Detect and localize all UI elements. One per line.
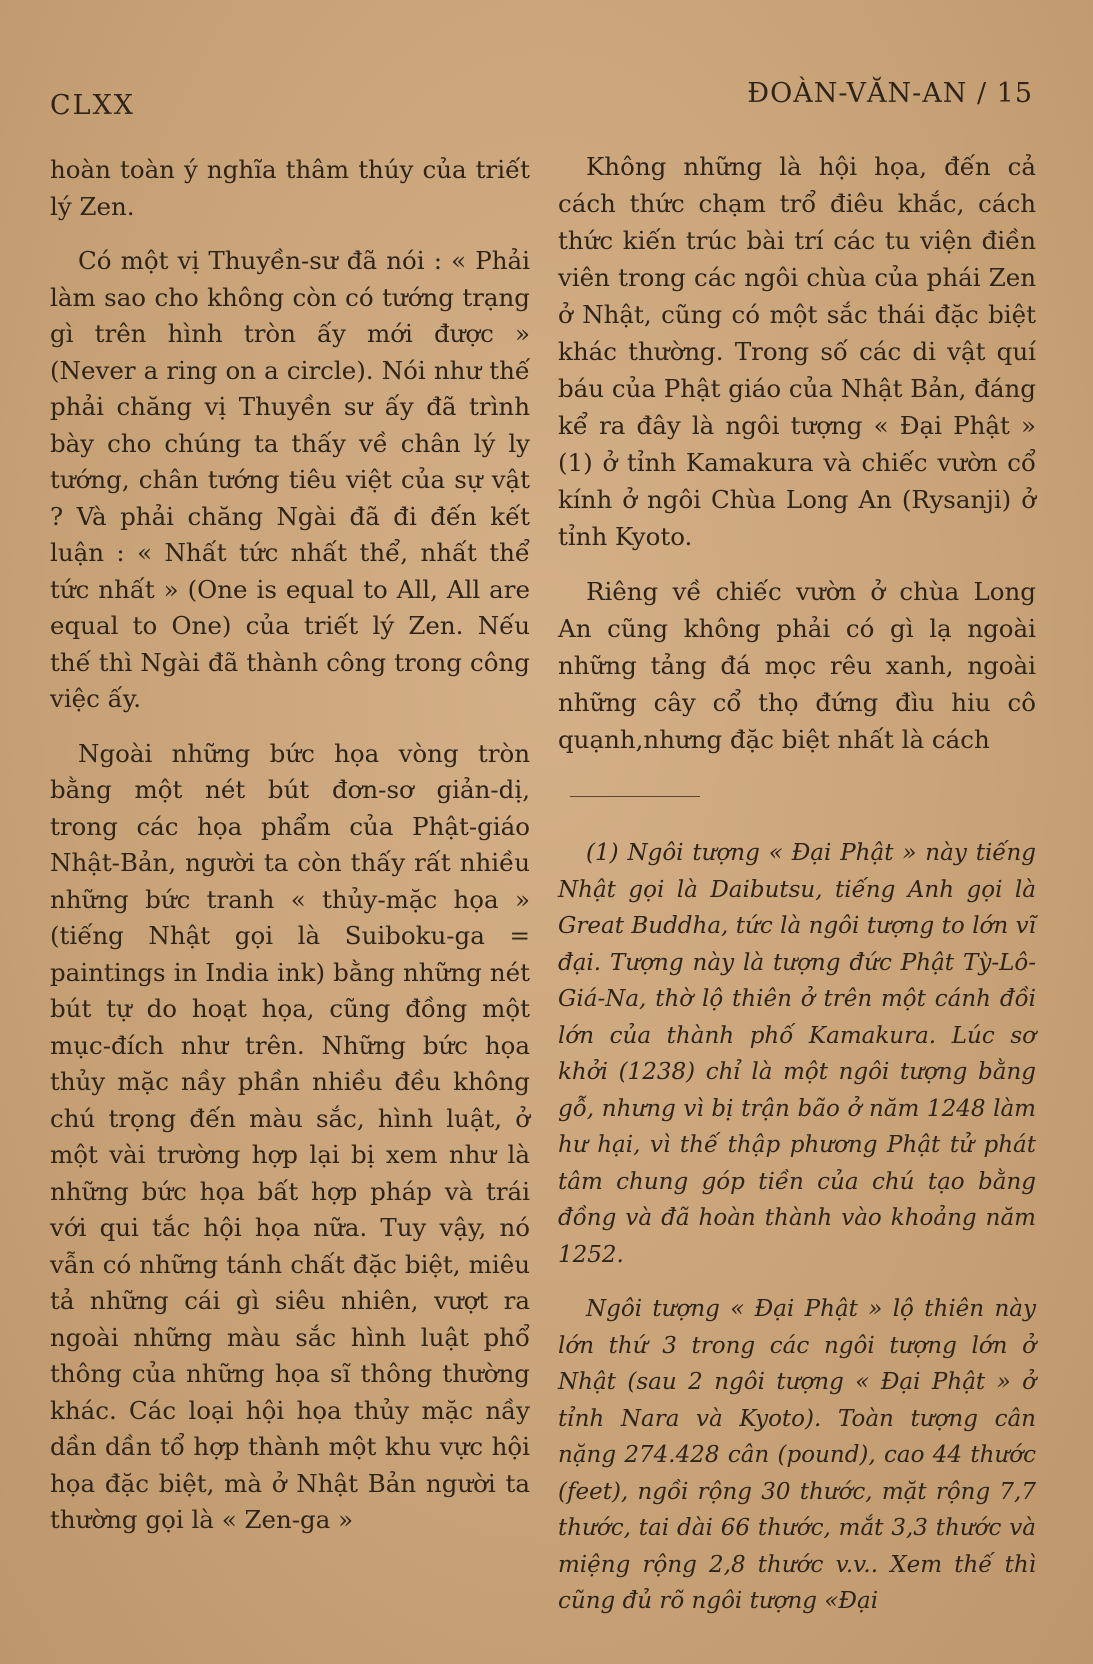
paragraph: hoàn toàn ý nghĩa thâm thúy của triết lý Zen. — [50, 155, 530, 221]
paragraph: Có một vị Thuyền-sư đã nói : « Phải làm sao cho không còn có tướng trạng gì trên hình tròn ấy mới được » (Never a ring on a circle). Nói như thế phải chăng vị Thuyền sư ấy đã trình bày cho chúng ta thấy về chân lý ly tướng, chân tướng tiêu việt của sự vật ? Và phải chăng Ngài đã đi đến kết luận : « Nhất tức nhất thể, nhất thể tức nhất » (One is equal to All, All are equal to One) của triết lý Zen. Nếu thế thì Ngài đã thành công trong công việc ấy. — [50, 246, 530, 713]
footnote: (1) Ngôi tượng « Đại Phật » này tiếng Nhật gọi là Daibutsu, tiếng Anh gọi là Great Buddha, tức là ngôi tượng to lớn vĩ đại. Tượng này là tượng đức Phật Tỳ-Lô-Giá-Na, thờ lộ thiên ở trên một cánh đồi lớn của thành phố Kamakura. Lúc sơ khởi (1238) chỉ là một ngôi tượng bằng gỗ, nhưng vì bị trận bão ở năm 1248 làm hư hại, vì thế thập phương Phật tử phát tâm chung góp tiền của chú tạo bằng đồng và đã hoàn thành vào khoảng năm 1252. — [558, 840, 1036, 1268]
footnote: Ngôi tượng « Đại Phật » lộ thiên này lớn thứ 3 trong các ngôi tượng lớn ở Nhật (sau 2 ngôi tượng « Đại Phật » ở tỉnh Nara và Kyoto). Toàn tượng cân nặng 274.428 cân (pound), cao 44 thước (feet), ngồi rộng 30 thước, mặt rộng 7,7 thước, tai dài 66 thước, mắt 3,3 thước và miệng rộng 2,8 thước v.v.. Xem thế thì cũng đủ rõ ngôi tượng «Đại — [558, 1296, 1036, 1614]
paragraph: Không những là hội họa, đến cả cách thức chạm trổ điêu khắc, cách thức kiến trúc bài trí các tu viện điền viên trong các ngôi chùa của phái Zen ở Nhật, cũng có một sắc thái đặc biệt khác thường. Trong số các di vật quí báu của Phật giáo của Nhật Bản, đáng kể ra đây là ngôi tượng « Đại Phật » (1) ở tỉnh Kamakura và chiếc vườn cổ kính ở ngôi Chùa Long An (Rysanji) ở tỉnh Kyoto. — [558, 152, 1036, 551]
footnote-divider — [570, 796, 700, 797]
right-column — [558, 148, 1036, 1620]
page-number-roman: CLXX — [50, 90, 136, 121]
running-header: ĐOÀN-VĂN-AN / 15 — [747, 78, 1033, 109]
paragraph: Ngoài những bức họa vòng tròn bằng một nét bút đơn-sơ giản-dị, trong các họa phẩm của Phật-giáo Nhật-Bản, người ta còn thấy rất nhiều những bức tranh « thủy-mặc họa » (tiếng Nhật gọi là Suiboku-ga = paintings in India ink) bằng những nét bút tự do hoạt họa, cũng đồng một mục-đích như trên. Những bức họa thủy mặc nầy phần nhiều đều không chú trọng đến màu sắc, hình luật, ở một vài trường hợp lại bị xem như là những bức họa bất hợp pháp và trái với qui tắc hội họa nữa. Tuy vậy, nó vẫn có những tánh chất đặc biệt, miêu tả những cái gì siêu nhiên, vượt ra ngoài những màu sắc hình luật phổ thông của những họa sĩ thông thường khác. Các loại hội họa thủy mặc nầy dần dần tổ hợp thành một khu vực hội họa đặc biệt, mà ở Nhật Bản người ta thường gọi là « Zen-ga » — [50, 738, 530, 1534]
paragraph: Riêng về chiếc vườn ở chùa Long An cũng không phải có gì lạ ngoài những tảng đá mọc rêu xanh, ngoài những cây cổ thọ đứng đìu hiu cô quạnh,nhưng đặc biệt nhất là cách — [558, 577, 1036, 754]
left-column — [50, 152, 530, 1539]
footnotes — [558, 835, 1036, 1620]
